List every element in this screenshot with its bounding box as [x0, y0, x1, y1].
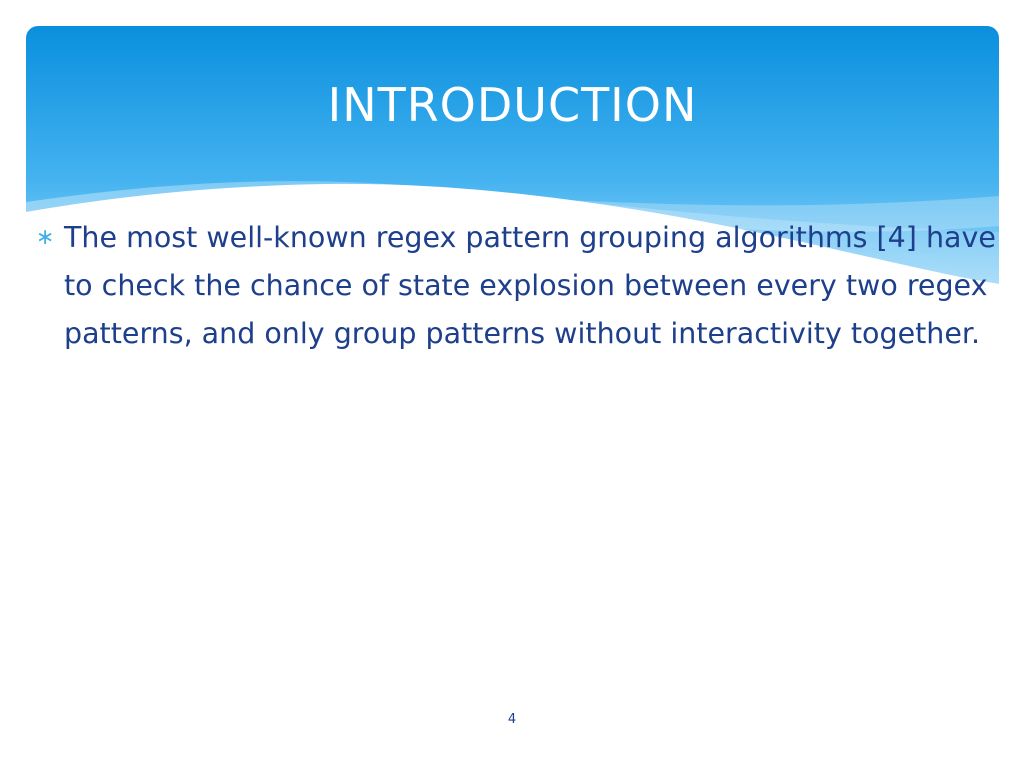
slide-content	[36, 214, 996, 358]
bullet-item	[36, 214, 996, 358]
slide-title: INTRODUCTION	[327, 78, 698, 132]
page-number: 4	[507, 712, 517, 727]
bullet-text: The most well-known regex pattern grouping algorithms [4] have to check the chance of state explosion between every two regex patterns, and only group patterns without interactivity together.	[64, 221, 996, 350]
asterisk-bullet-icon: ∗	[36, 225, 55, 250]
